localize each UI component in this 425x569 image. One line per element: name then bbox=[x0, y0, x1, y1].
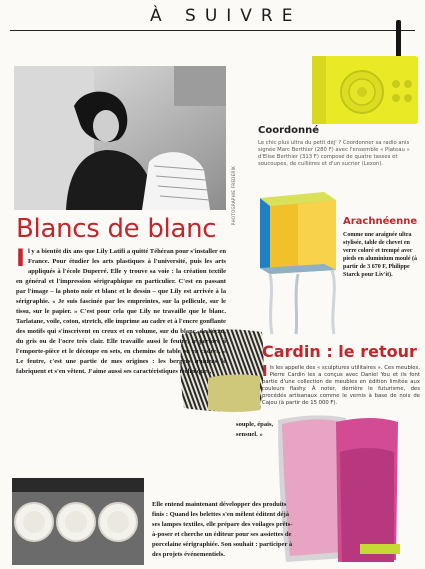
article-closing: Elle entend maintenant développer des produits finis : Quand les belettes s'en mêlent éditent déjà ses lampes textiles, elle prépare des voilages prêts-à-poser et cherche un éditeur pour ses assiettes de porcelaine sérigraphiée. Son souhait : participer à des projets événementiels. bbox=[152, 501, 293, 558]
article-right-words: souple, épais, sensuel. » bbox=[236, 421, 274, 438]
cardin-dropcap: I bbox=[262, 362, 268, 380]
article-paragraph: l y a bientôt dix ans que Lily Latifi a quitté Téhéran pour s'installer en France. Pour étudier les arts plastiques à l'université, puis les arts appliqués à l'école Duperré. Elle y trouve sa voie : la création textile en général et l'impression sérigraphique en particulier. C'est en passant par l'image – la photo noir et blanc et le dessin – que Lily est arrivée à la sérigraphie. « Je suis fascinée par les empreintes, sur la pellicule, sur le tissu, sur le papier. » C'est pour cela que Lily ne travaille que le blanc. Tarlatane, voile, coton, stretch, elle imprime au cadre et à l'encre gonflante des motifs qui s'inscrivent en creux et en volume, sur du blanc, de l'écru, du gris ou de l'ocre très clair. Elle travaille aussi le feutre, le perfore à l'emporte-pièce et le découpe en sets, en chemins de table ou en cadres. « Le feutre, c'est une partie de mes origines : les bergers iraniens le fabriquent et s'en vêtent. J'aime aussi ses caractéristiques techniques, bbox=[16, 248, 226, 375]
portrait-photo bbox=[14, 66, 226, 210]
header-rule bbox=[10, 30, 415, 31]
article-body bbox=[16, 244, 226, 377]
coordonne-title: Coordonné bbox=[258, 125, 320, 136]
plates-photo bbox=[12, 478, 144, 565]
cardin-title: Cardin : le retour bbox=[262, 342, 417, 361]
article-dropcap: I bbox=[16, 244, 25, 272]
cardin-text-body: ls les appelle des « sculptures utilitaires ». Ces meubles, Pierre Cardin les a conçus avec Daniel You et ils font partie d'une collection de meubles en édition limitée aux couleurs flashy. À noter, derrière le futurisme, des procédés artisanaux comme le vernis à base de noix de Cajou (à partir de 15 000 F). bbox=[262, 365, 420, 406]
section-header: À SUIVRE bbox=[150, 6, 302, 26]
cardin-text bbox=[262, 362, 420, 407]
arachneenne-title: Arachnéenne bbox=[343, 216, 418, 227]
article-title: Blancs de blanc bbox=[16, 214, 217, 244]
yellow-radio-image bbox=[312, 56, 418, 124]
arachneenne-text: Comme une araignée ultra stylisée, table de chevet en verre coloré et trempé avec pieds en aluminium moulé (à partir de 3 670 F, Philippe Starck pour Liv'it). bbox=[343, 232, 418, 278]
photo-credit: PHOTOGRAPHIE FREDERIK bbox=[231, 166, 236, 226]
glass-table-image bbox=[258, 190, 342, 336]
cardin-sculpture-image bbox=[276, 412, 402, 564]
coordonne-text: Le chic plus ultra du petit déj' ? Coordonner sa radio anis signée Marc Berthier (280 F) avec l'ensemble « Plateau » d'Elise Berthier (313 F) composé de quatre tasses et soucoupes, de cuillères et d'un sucrier (Lexon). bbox=[258, 140, 410, 167]
radio-antenna bbox=[396, 20, 401, 60]
